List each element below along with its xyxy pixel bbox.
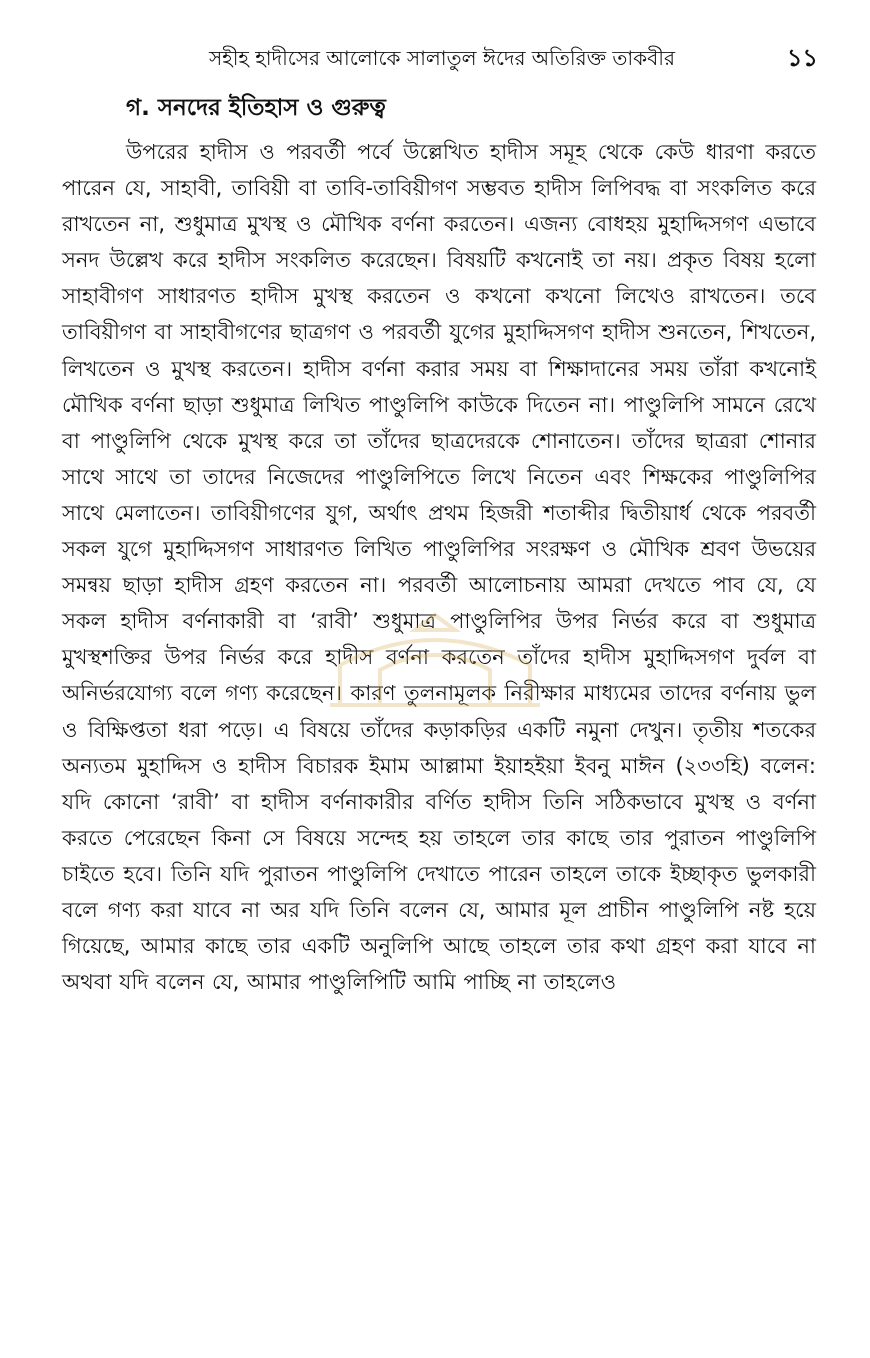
running-header bbox=[60, 38, 822, 78]
page-number: ১১ bbox=[786, 44, 818, 72]
body-paragraph: উপরের হাদীস ও পরবর্তী পর্বে উল্লেখিত হাদীস সমূহ থেকে কেউ ধারণা করতে পারেন যে, সাহাবী, তাবিয়ী বা তাবি-তাবিয়ীগণ সম্ভবত হাদীস লিপিবদ্ধ বা সংকলিত করে রাখতেন না, শুধুমাত্র মুখস্থ ও মৌখিক বর্ণনা করতেন। এজন্য বোধহয় মুহাদ্দিসগণ এভাবে সনদ উল্লেখ করে হাদীস সংকলিত করেছেন। বিষয়টি কখনোই তা নয়। প্রকৃত বিষয় হলো সাহাবীগণ সাধারণত হাদীস মুখস্থ করতেন ও কখনো কখনো লিখেও রাখতেন। তবে তাবিয়ীগণ বা সাহাবীগণের ছাত্রগণ ও পরবর্তী যুগের মুহাদ্দিসগণ হাদীস শুনতেন, শিখতেন, লিখতেন ও মুখস্থ করতেন। হাদীস বর্ণনা করার সময় বা শিক্ষাদানের সময় তাঁরা কখনোই মৌখিক বর্ণনা ছাড়া শুধুমাত্র লিখিত পাণ্ডুলিপি কাউকে দিতেন না। পাণ্ডুলিপি সামনে রেখে বা পাণ্ডুলিপি থেকে মুখস্থ করে তা তাঁদের ছাত্রদেরকে শোনাতেন। তাঁদের ছাত্ররা শোনার সাথে সাথে তা তাদের নিজেদের পাণ্ডুলিপিতে লিখে নিতেন এবং শিক্ষকের পাণ্ডুলিপির সাথে মেলাতেন। তাবিয়ীগণের যুগ, অর্থাৎ প্রথম হিজরী শতাব্দীর দ্বিতীয়ার্ধ থেকে পরবর্তী সকল যুগে মুহাদ্দিসগণ সাধারণত লিখিত পাণ্ডুলিপির সংরক্ষণ ও মৌখিক শ্রবণ উভয়ের সমন্বয় ছাড়া হাদীস গ্রহণ করতেন না। পরবর্তী আলোচনায় আমরা দেখতে পাব যে, যে সকল হাদীস বর্ণনাকারী বা ‘রাবী’ শুধুমাত্র পাণ্ডুলিপির উপর নির্ভর করে বা শুধুমাত্র মুখস্থশক্তির উপর নির্ভর করে হাদীস বর্ণনা করতেন তাঁদের হাদীস মুহাদ্দিসগণ দুর্বল বা অনির্ভরযোগ্য বলে গণ্য করেছেন। কারণ তুলনামূলক নিরীক্ষার মাধ্যমের তাদের বর্ণনায় ভুল ও বিক্ষিপ্ততা ধরা পড়ে। এ বিষয়ে তাঁদের কড়াকড়ির একটি নমুনা দেখুন। তৃতীয় শতকের অন্যতম মুহাদ্দিস ও হাদীস বিচারক ইমাম আল্লামা ইয়াহইয়া ইবনু মাঈন (২৩৩হি) বলেন: যদি কোনো ‘রাবী’ বা হাদীস বর্ণনাকারীর বর্ণিত হাদীস তিনি সঠিকভাবে মুখস্থ ও বর্ণনা করতে পেরেছেন কিনা সে বিষয়ে সন্দেহ হয় তাহলে তার কাছে তার পুরাতন পাণ্ডুলিপি চাইতে হবে। তিনি যদি পুরাতন পাণ্ডুলিপি দেখাতে পারেন তাহলে তাকে ইচ্ছাকৃত ভুলকারী বলে গণ্য করা যাবে না অর যদি তিনি বলেন যে, আমার মূল প্রাচীন পাণ্ডুলিপি নষ্ট হয়ে গিয়েছে, আমার কাছে তার একটি অনুলিপি আছে তাহলে তার কথা গ্রহণ করা যাবে না অথবা যদি বলেন যে, আমার পাণ্ডুলিপিটি আমি পাচ্ছি না তাহলেও bbox=[62, 140, 816, 995]
section-heading: গ. সনদের ইতিহাস ও গুরুত্ব bbox=[126, 95, 386, 121]
running-title: সহীহ হাদীসের আলোকে সালাতুল ঈদের অতিরিক্ত তাকবীর bbox=[208, 46, 676, 70]
